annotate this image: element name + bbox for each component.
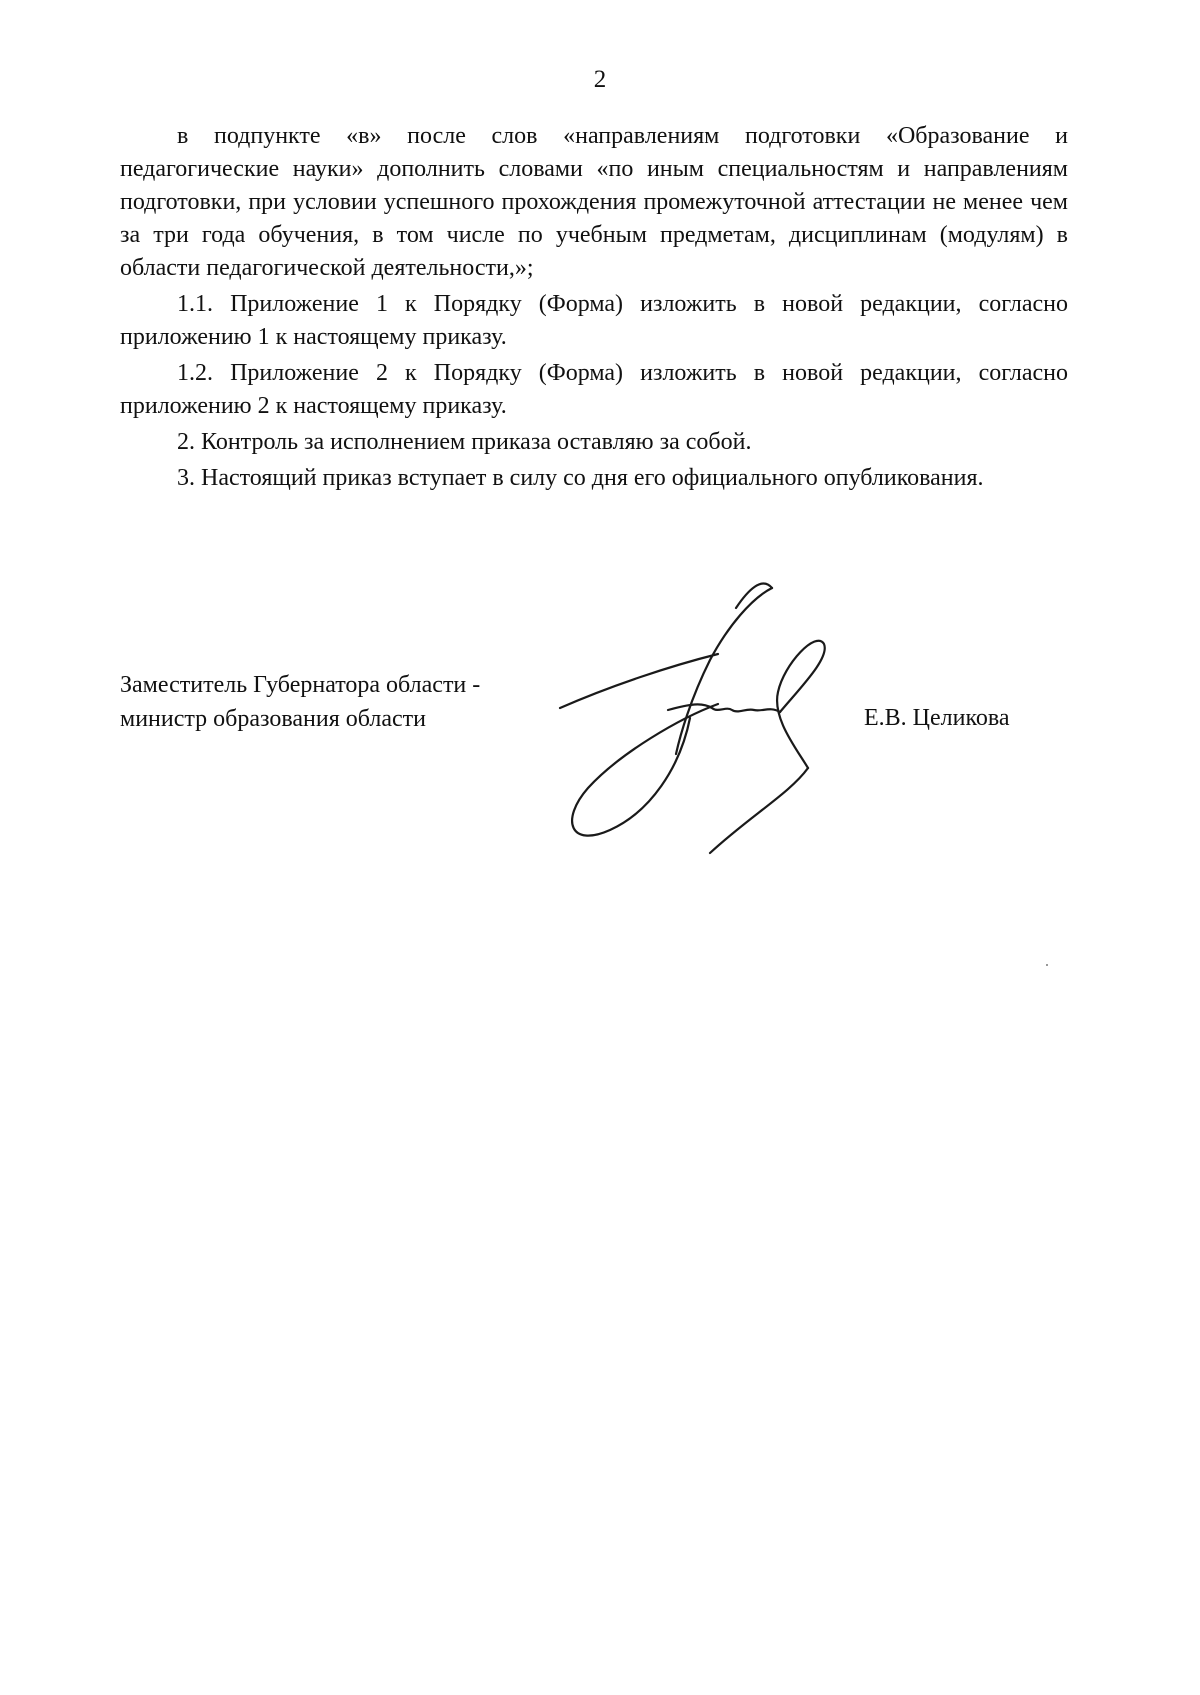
paragraph-1-1: 1.1. Приложение 1 к Порядку (Форма) изложить в новой редакции, согласно приложению 1 к настоящему приказу. (120, 291, 1068, 350)
position-line-1: Заместитель Губернатора области - (120, 672, 481, 698)
paragraph-subclause-v: в подпункте «в» после слов «направлениям подготовки «Образование и педагогические науки» дополнить словами «по иным специальностям и направлениям подготовки, при условии успешного прохождения промежуточной аттестации не менее чем за три года обучения, в том числе по учебным предметам, дисциплинам (модулям) в области педагогической деятельности,»; (120, 123, 1068, 281)
signer-name: Е.В. Целикова (864, 705, 1010, 731)
page-number: 2 (593, 66, 607, 93)
signatory-position (120, 668, 480, 736)
position-line-2: министр образования области (120, 706, 426, 732)
document-body (120, 120, 1068, 498)
paragraph-2: 2. Контроль за исполнением приказа оставляю за собой. (177, 429, 752, 455)
paragraph-1-2: 1.2. Приложение 2 к Порядку (Форма) изложить в новой редакции, согласно приложению 2 к настоящему приказу. (120, 360, 1068, 419)
handwritten-signature-icon (540, 568, 900, 868)
scan-speck (1046, 964, 1048, 966)
paragraph-3: 3. Настоящий приказ вступает в силу со дня его официального опубликования. (177, 465, 984, 491)
